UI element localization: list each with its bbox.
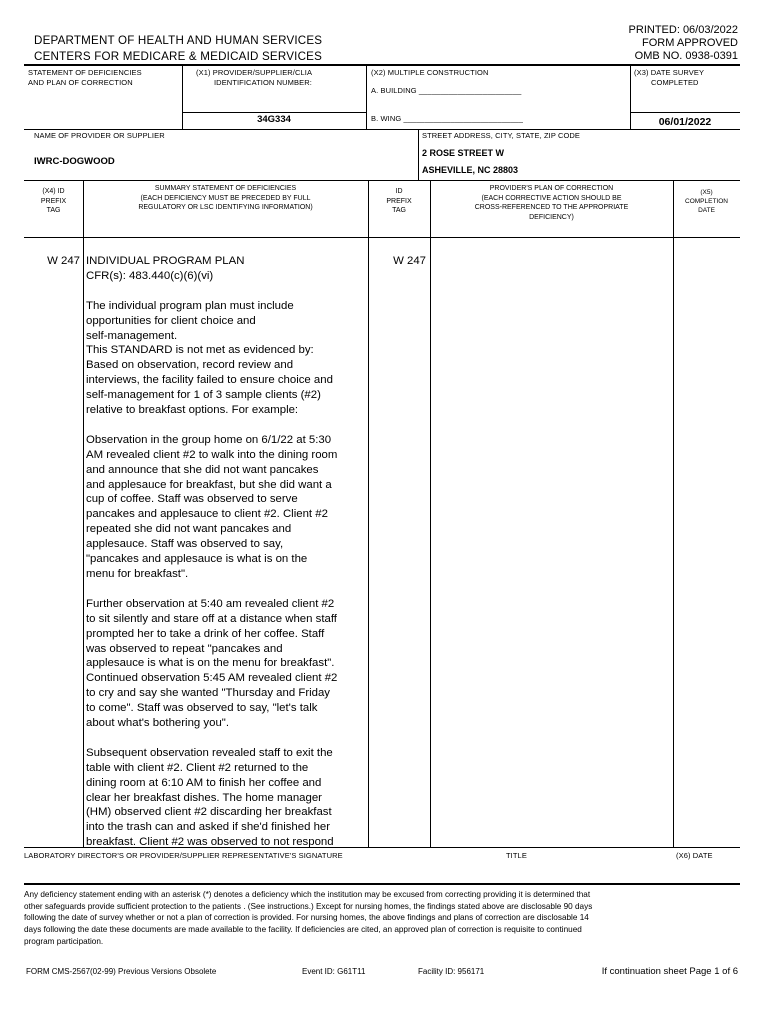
event-id: Event ID: G61T11 xyxy=(302,967,366,976)
summary-header xyxy=(83,184,368,213)
top-rule xyxy=(24,64,740,66)
page-number: If continuation sheet Page 1 of 6 xyxy=(601,966,738,977)
x3-label-2: COMPLETED xyxy=(651,78,699,87)
summary-paragraph: Observation in the group home on 6/1/22 at 5:30 AM revealed client #2 to walk into the dining room and announce that she did not want pancakes and applesauce for breakfast, but she did want a cup of coffee. Staff was observed to serve pancakes and applesauce to client #2. Client #2 repeated she did not want pancakes and applesauce. Staff was observed to say, "pancakes and applesauce is what is on the menu for breakfast". xyxy=(86,433,338,580)
cfr-reference: CFR(s): 483.440(c)(6)(vi) xyxy=(86,269,214,282)
signature-bottom-rule xyxy=(24,883,740,885)
city-value: ASHEVILLE, NC 28803 xyxy=(422,165,519,175)
divider xyxy=(366,64,367,129)
plan-header-line: DEFICIENCY) xyxy=(529,213,574,221)
form-approved: FORM APPROVED xyxy=(642,37,738,49)
column-divider xyxy=(673,180,674,847)
x5-header-line: DATE xyxy=(698,207,715,214)
x4-header-line: (X4) ID xyxy=(42,188,65,195)
row-rule-3 xyxy=(24,237,740,238)
x1-label-2: IDENTIFICATION NUMBER: xyxy=(214,78,312,87)
divider xyxy=(630,112,740,113)
facility-id: Facility ID: 956171 xyxy=(418,967,485,976)
summary-statement xyxy=(86,254,366,850)
printed-date: PRINTED: 06/03/2022 xyxy=(628,24,738,36)
plan-header xyxy=(430,184,673,222)
row-rule-1 xyxy=(24,129,740,130)
id-header-line: PREFIX xyxy=(386,197,412,205)
summary-header-line: (EACH DEFICIENCY MUST BE PRECEDED BY FULL xyxy=(140,194,311,202)
summary-paragraph: The individual program plan must include opportunities for client choice and self-management. This STANDARD is not met as evidenced by: Based on observation, record review and interviews, the facility failed to ensure choice and self-management for 1 of 3 sample clients (#2) relative to breakfast options. For example: xyxy=(86,299,333,417)
x5-header-line: (X5) xyxy=(700,189,713,196)
deficiency-tag: W 247 xyxy=(47,255,80,267)
x5-header xyxy=(673,188,740,215)
summary-header-line: SUMMARY STATEMENT OF DEFICIENCIES xyxy=(154,185,297,192)
deficiency-title: INDIVIDUAL PROGRAM PLAN xyxy=(86,255,245,267)
id-header-line: ID xyxy=(395,188,403,195)
x1-label: (X1) PROVIDER/SUPPLIER/CLIA xyxy=(196,68,313,77)
form-number: FORM CMS-2567(02-99) Previous Versions Obsolete xyxy=(26,967,217,976)
plan-header-line: (EACH CORRECTIVE ACTION SHOULD BE xyxy=(481,194,622,202)
disclosure-footnote: Any deficiency statement ending with an asterisk (*) denotes a deficiency which the institution may be excused from correcting providing it is determined that other safeguards provide sufficient protection to the patients . (See instructions.) Except for nursing homes, the findings stated above are disclosable 90 days following the date of survey whether or not a plan of correction is provided. For nursing homes, the above findings and plans of correction are disclosable 14 days following the date these documents are made available to the facility. If deficiencies are cited, an approved plan of correction is requisite to continued program participation. xyxy=(24,890,593,946)
plan-id-tag: W 247 xyxy=(393,255,426,267)
divider xyxy=(418,129,419,180)
row-rule-2 xyxy=(24,180,740,181)
statement-label-1: STATEMENT OF DEFICIENCIES xyxy=(28,68,142,77)
column-divider xyxy=(83,180,84,847)
x6-date-label: (X6) DATE xyxy=(676,851,713,860)
plan-header-line: CROSS-REFERENCED TO THE APPROPRIATE xyxy=(474,204,629,211)
centers-title: CENTERS FOR MEDICARE & MEDICAID SERVICES xyxy=(34,50,323,63)
provider-name-label: NAME OF PROVIDER OR SUPPLIER xyxy=(34,131,165,140)
address-label: STREET ADDRESS, CITY, STATE, ZIP CODE xyxy=(422,131,581,140)
divider xyxy=(182,112,366,113)
x4-header-line: TAG xyxy=(46,207,61,214)
x5-header-line: COMPLETION xyxy=(685,198,728,205)
summary-header-line: REGULATORY OR LSC IDENTIFYING INFORMATION) xyxy=(138,204,313,211)
statement-label-2: AND PLAN OF CORRECTION xyxy=(28,78,133,87)
summary-paragraph: Further observation at 5:40 am revealed client #2 to sit silently and stare off at a distance when staff prompted her to take a drink of her coffee. Staff was observed to repeat "pancakes and applesauce is what is on the menu for breakfast". Continued observation 5:45 AM revealed client #2 to cry and say she wanted "Thursday and Friday to come". Staff was observed to say, "let's talk about what's bothering you". xyxy=(86,597,338,730)
id-header xyxy=(368,187,430,216)
x2-label: (X2) MULTIPLE CONSTRUCTION xyxy=(371,68,489,77)
omb-number: OMB NO. 0938-0391 xyxy=(634,50,738,62)
street-value: 2 ROSE STREET W xyxy=(422,148,505,158)
signature-label: LABORATORY DIRECTOR'S OR PROVIDER/SUPPLIER REPRESENTATIVE'S SIGNATURE xyxy=(24,851,343,860)
column-divider xyxy=(430,180,431,847)
wing-field: B. WING ____________________________ xyxy=(371,114,524,123)
x4-header-line: PREFIX xyxy=(40,197,67,205)
building-field: A. BUILDING ________________________ xyxy=(371,86,522,95)
x4-header xyxy=(24,187,83,216)
survey-date-value: 06/01/2022 xyxy=(658,116,712,128)
provider-id-value: 34G334 xyxy=(257,114,291,125)
column-divider xyxy=(368,180,369,847)
summary-paragraph: Subsequent observation revealed staff to exit the table with client #2. Client #2 returned to the dining room at 6:10 AM to finish her coffee and clear her breakfast dishes. The home manager (HM) observed client #2 discarding her breakfast into the trash can and asked if she'd finished her breakfast. Client #2 was observed to not respond xyxy=(86,746,334,849)
department-title: DEPARTMENT OF HEALTH AND HUMAN SERVICES xyxy=(34,34,323,47)
title-label: TITLE xyxy=(506,851,527,860)
provider-name-value: IWRC-DOGWOOD xyxy=(34,156,115,167)
x3-label: (X3) DATE SURVEY xyxy=(634,68,705,77)
id-header-line: TAG xyxy=(392,207,406,214)
plan-header-line: PROVIDER'S PLAN OF CORRECTION xyxy=(489,185,614,192)
